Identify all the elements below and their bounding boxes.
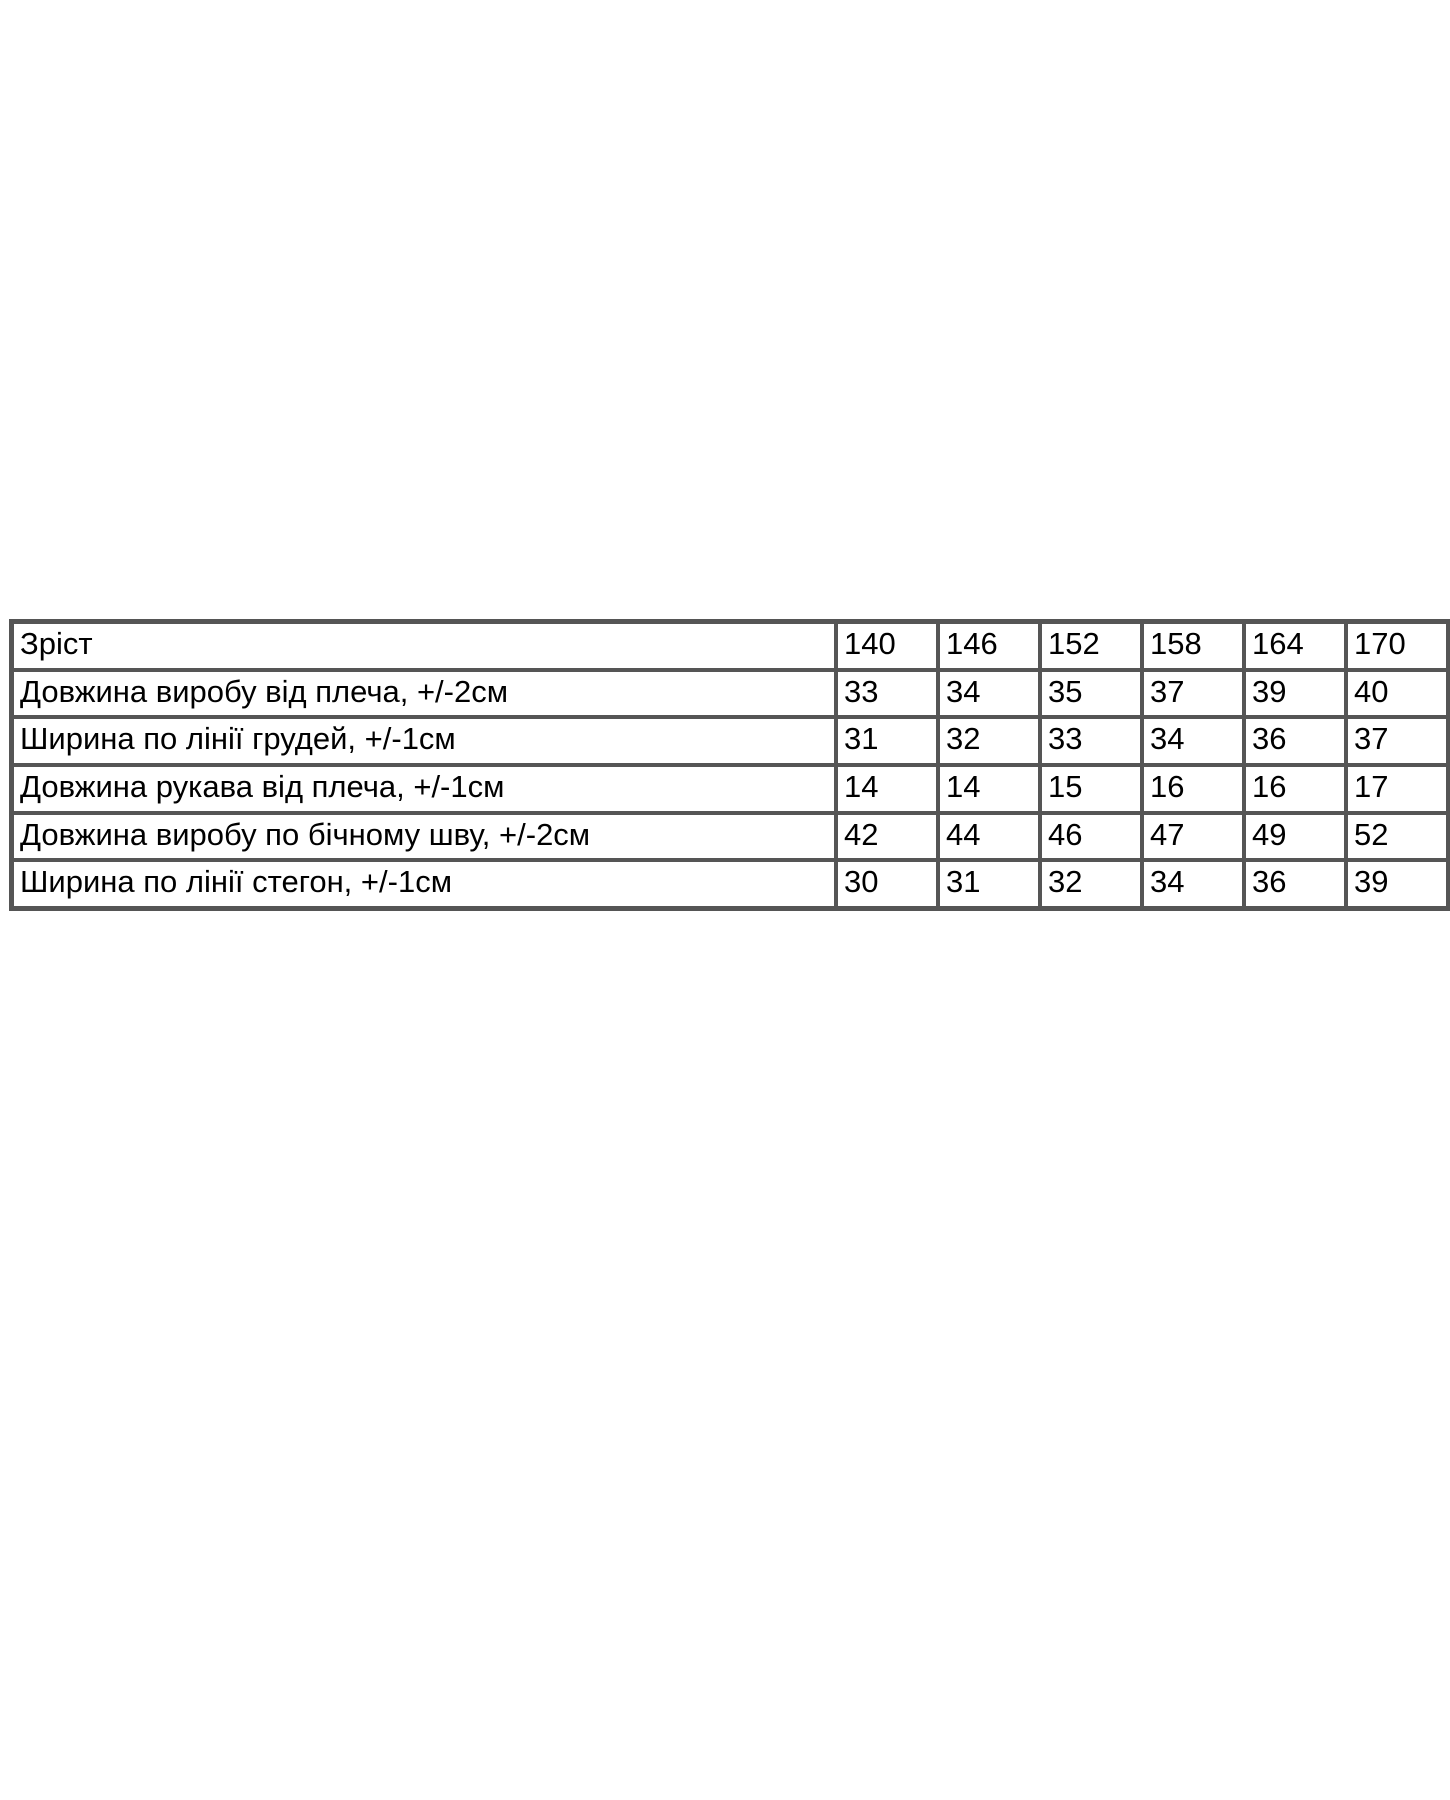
row-value: 44 — [938, 813, 1040, 861]
row-label: Довжина виробу по бічному шву, +/-2см — [12, 813, 836, 861]
row-value: 37 — [1142, 670, 1244, 718]
row-value: 31 — [938, 860, 1040, 908]
row-value: 33 — [1040, 717, 1142, 765]
row-value: 40 — [1346, 670, 1448, 718]
row-value: 164 — [1244, 622, 1346, 670]
row-value: 42 — [836, 813, 938, 861]
row-value: 36 — [1244, 860, 1346, 908]
row-value: 34 — [1142, 717, 1244, 765]
table-row — [12, 860, 1448, 908]
table-row — [12, 670, 1448, 718]
row-value: 15 — [1040, 765, 1142, 813]
row-value: 39 — [1346, 860, 1448, 908]
row-value: 34 — [938, 670, 1040, 718]
row-label: Довжина виробу від плеча, +/-2см — [12, 670, 836, 718]
row-value: 17 — [1346, 765, 1448, 813]
table-row — [12, 813, 1448, 861]
row-value: 152 — [1040, 622, 1142, 670]
table-row — [12, 622, 1448, 670]
row-value: 14 — [938, 765, 1040, 813]
row-value: 33 — [836, 670, 938, 718]
row-value: 37 — [1346, 717, 1448, 765]
row-value: 146 — [938, 622, 1040, 670]
size-measurements-table — [10, 620, 1450, 910]
row-value: 34 — [1142, 860, 1244, 908]
row-value: 47 — [1142, 813, 1244, 861]
size-chart-container — [10, 620, 1406, 910]
row-value: 52 — [1346, 813, 1448, 861]
row-value: 170 — [1346, 622, 1448, 670]
row-value: 46 — [1040, 813, 1142, 861]
row-value: 39 — [1244, 670, 1346, 718]
row-value: 140 — [836, 622, 938, 670]
table-body — [12, 622, 1448, 908]
row-label: Ширина по лінії стегон, +/-1см — [12, 860, 836, 908]
row-label: Ширина по лінії грудей, +/-1см — [12, 717, 836, 765]
row-value: 32 — [1040, 860, 1142, 908]
row-value: 30 — [836, 860, 938, 908]
table-row — [12, 717, 1448, 765]
row-value: 31 — [836, 717, 938, 765]
row-label: Довжина рукава від плеча, +/-1см — [12, 765, 836, 813]
row-value: 14 — [836, 765, 938, 813]
row-value: 16 — [1142, 765, 1244, 813]
row-label: Зріст — [12, 622, 836, 670]
row-value: 32 — [938, 717, 1040, 765]
row-value: 35 — [1040, 670, 1142, 718]
row-value: 158 — [1142, 622, 1244, 670]
row-value: 36 — [1244, 717, 1346, 765]
row-value: 16 — [1244, 765, 1346, 813]
table-row — [12, 765, 1448, 813]
row-value: 49 — [1244, 813, 1346, 861]
